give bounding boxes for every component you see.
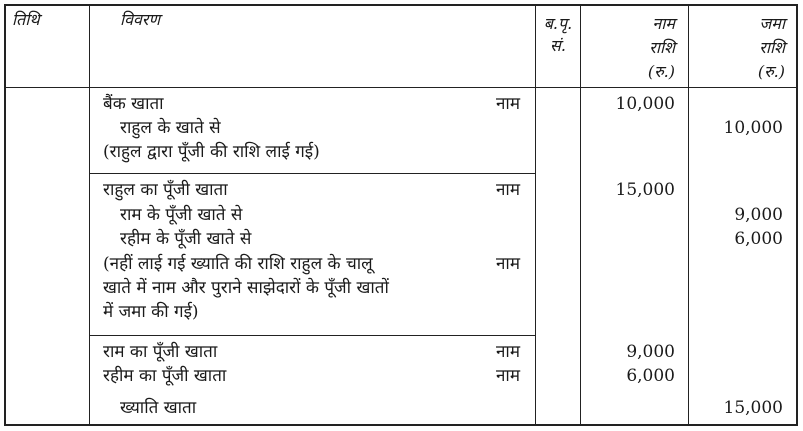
entry-1-credit-amount: 10,000 bbox=[723, 118, 783, 138]
header-particulars: विवरण bbox=[120, 10, 161, 29]
entry-separator bbox=[89, 335, 535, 336]
entry-1-debit-amount: 10,000 bbox=[615, 94, 675, 114]
entry-3-credit-account: ख्याति खाता bbox=[120, 398, 197, 418]
entry-3-debit-amount-2: 6,000 bbox=[626, 366, 675, 386]
entry-1-debit-account: बैंक खाता bbox=[103, 94, 164, 114]
header-date: तिथि bbox=[12, 10, 40, 29]
column-divider-particulars bbox=[535, 4, 536, 426]
header-debit-line1: नाम bbox=[652, 14, 675, 33]
entry-3-debit-account-2: रहीम का पूँजी खाता bbox=[103, 366, 227, 386]
entry-3-credit-amount: 15,000 bbox=[723, 398, 783, 418]
entry-2-credit-amount-1: 9,000 bbox=[734, 205, 783, 225]
header-debit-line2: राशि bbox=[649, 38, 675, 57]
entry-2-narration-dr-marker: नाम bbox=[496, 254, 521, 274]
entry-1-credit-account: राहुल के खाते से bbox=[120, 118, 221, 138]
entry-2-dr-marker: नाम bbox=[496, 180, 521, 200]
entry-3-dr-marker-1: नाम bbox=[496, 342, 521, 362]
table-border-bottom bbox=[4, 424, 798, 426]
table-border-left bbox=[4, 4, 6, 426]
entry-3-debit-account-1: राम का पूँजी खाता bbox=[103, 342, 218, 362]
entry-2-credit-account-1: राम के पूँजी खाते से bbox=[120, 205, 243, 225]
header-credit-line1: जमा bbox=[759, 14, 785, 33]
entry-2-narration-line-1: (नहीं लाई गई ख्याति की राशि राहुल के चालू bbox=[103, 254, 373, 274]
entry-2-debit-account: राहुल का पूँजी खाता bbox=[103, 180, 228, 200]
entry-2-credit-amount-2: 6,000 bbox=[734, 229, 783, 249]
table-border-top bbox=[4, 4, 798, 6]
entry-2-credit-account-2: रहीम के पूँजी खाते से bbox=[120, 229, 252, 249]
header-credit-line3: (रु.) bbox=[757, 62, 785, 81]
entry-1-dr-marker: नाम bbox=[496, 94, 521, 114]
header-separator bbox=[4, 87, 798, 88]
entry-2-narration-line-2: खाते में नाम और पुराने साझेदारों के पूँजी खातों bbox=[103, 278, 389, 298]
entry-3-debit-amount-1: 9,000 bbox=[626, 342, 675, 362]
entry-separator bbox=[89, 173, 535, 174]
header-credit-line2: राशि bbox=[759, 38, 785, 57]
header-lf-line2: सं. bbox=[550, 36, 566, 55]
entry-3-dr-marker-2: नाम bbox=[496, 366, 521, 386]
table-border-right bbox=[796, 4, 798, 426]
entry-1-narration: (राहुल द्वारा पूँजी की राशि लाई गई) bbox=[103, 142, 320, 162]
entry-2-debit-amount: 15,000 bbox=[615, 180, 675, 200]
entry-2-narration-line-3: में जमा की गई) bbox=[103, 302, 199, 322]
column-divider-date bbox=[89, 4, 90, 426]
header-debit-line3: (रु.) bbox=[647, 62, 675, 81]
header-lf-line1: ब.पृ. bbox=[543, 14, 573, 33]
